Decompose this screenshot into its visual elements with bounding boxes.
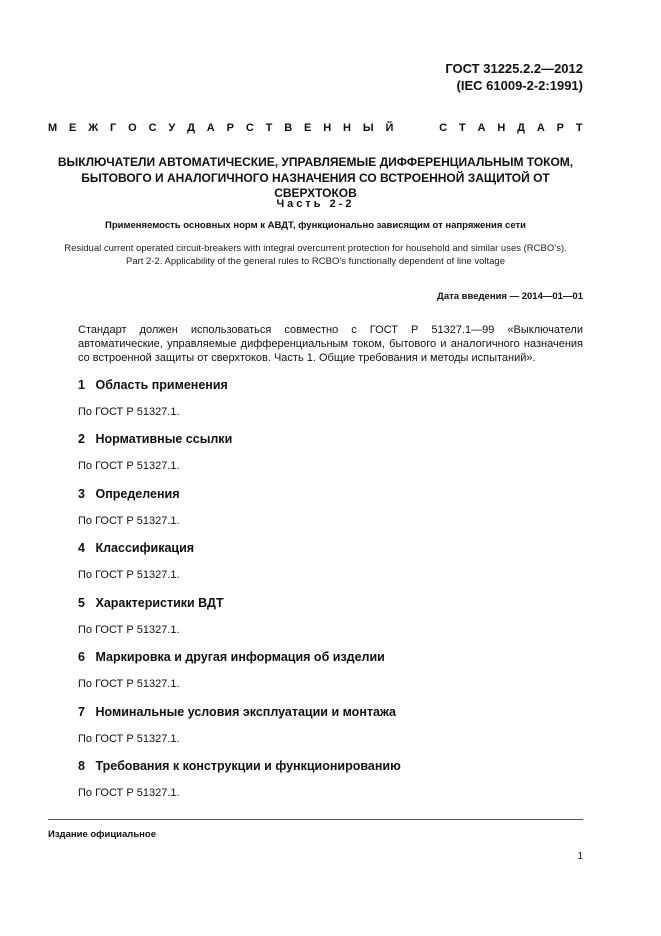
banner-letter: Н bbox=[497, 122, 506, 134]
section-heading bbox=[78, 759, 401, 773]
section-title: Классификация bbox=[95, 541, 195, 555]
section-heading bbox=[78, 378, 228, 392]
banner-letter: Т bbox=[458, 122, 466, 134]
banner-letter: Г bbox=[110, 122, 117, 134]
section-body: По ГОСТ Р 51327.1. bbox=[78, 515, 180, 527]
section-body: По ГОСТ Р 51327.1. bbox=[78, 733, 180, 745]
section-heading bbox=[78, 705, 396, 719]
section-title: Требования к конструкции и функционированию bbox=[95, 759, 401, 773]
iec-number: (IEC 61009-2-2:1991) bbox=[456, 78, 583, 93]
banner-letter: Е bbox=[304, 122, 312, 134]
section-heading bbox=[78, 541, 194, 555]
section-body: По ГОСТ Р 51327.1. bbox=[78, 460, 180, 472]
section-title: Определения bbox=[95, 487, 180, 501]
footer-rule bbox=[48, 819, 583, 820]
section-heading bbox=[78, 596, 224, 610]
banner-letter: С bbox=[439, 122, 448, 134]
banner-letter: А bbox=[536, 122, 545, 134]
section-number: 8 bbox=[78, 759, 85, 773]
banner-letter: Й bbox=[385, 122, 394, 134]
section-heading bbox=[78, 650, 385, 664]
banner-letter: Ы bbox=[362, 122, 374, 134]
document-identifier bbox=[445, 60, 583, 94]
banner-letter: Е bbox=[69, 122, 77, 134]
banner-letter: Н bbox=[323, 122, 332, 134]
banner-letter: Н bbox=[343, 122, 351, 134]
section-heading bbox=[78, 487, 180, 501]
english-title bbox=[48, 242, 583, 268]
title-line-1: ВЫКЛЮЧАТЕЛИ АВТОМАТИЧЕСКИЕ, УПРАВЛЯЕМЫЕ ДИФФЕРЕНЦИАЛЬНЫМ ТОКОМ, bbox=[57, 155, 574, 169]
banner-letter: В bbox=[284, 122, 293, 134]
banner-letter: Т bbox=[265, 122, 273, 134]
section-title: Маркировка и другая информация об изделии bbox=[95, 650, 385, 664]
section-number: 4 bbox=[78, 541, 85, 555]
title-line-2: БЫТОВОГО И АНАЛОГИЧНОГО НАЗНАЧЕНИЯ СО ВСТРОЕННОЙ ЗАЩИТОЙ ОТ СВЕРХТОКОВ bbox=[81, 170, 550, 200]
banner-letter: Д bbox=[187, 122, 195, 134]
banner-letter: С bbox=[148, 122, 157, 134]
banner-letter: А bbox=[477, 122, 486, 134]
banner-letter: Д bbox=[517, 122, 525, 134]
intro-paragraph bbox=[78, 323, 583, 365]
document-subtitle: Применяемость основных норм к АВДТ, функционально зависящим от напряжения сети bbox=[105, 220, 526, 231]
section-body: По ГОСТ Р 51327.1. bbox=[78, 678, 180, 690]
section-body: По ГОСТ Р 51327.1. bbox=[78, 569, 180, 581]
document-title bbox=[48, 155, 583, 202]
introduction-date: Дата введения — 2014—01—01 bbox=[437, 291, 583, 302]
section-title: Область применения bbox=[95, 378, 228, 392]
section-title: Характеристики ВДТ bbox=[95, 596, 224, 610]
intro-paragraph-text: Стандарт должен использоваться совместно с ГОСТ Р 51327.1—99 «Выключатели автоматические, управляемые дифференциальным током, бытового и аналогичного назначения со встроенной защиты от сверхтоков. Часть 1. Общие требования и методы испытаний». bbox=[78, 324, 583, 364]
section-number: 5 bbox=[78, 596, 85, 610]
gost-number: ГОСТ 31225.2.2—2012 bbox=[445, 61, 583, 76]
banner-letter: С bbox=[245, 122, 254, 134]
section-number: 1 bbox=[78, 378, 85, 392]
english-title-line-1: Residual current operated circuit-breakers with integral overcurrent protection for household and similar uses (RCBO’s). bbox=[64, 243, 567, 254]
section-body: По ГОСТ Р 51327.1. bbox=[78, 624, 180, 636]
section-number: 6 bbox=[78, 650, 85, 664]
banner-word-gap bbox=[405, 121, 427, 135]
section-title: Нормативные ссылки bbox=[95, 432, 233, 446]
section-number: 3 bbox=[78, 487, 85, 501]
banner-letter: Т bbox=[575, 122, 583, 134]
banner-letter: Р bbox=[226, 122, 234, 134]
page-number: 1 bbox=[577, 851, 583, 862]
section-body: По ГОСТ Р 51327.1. bbox=[78, 787, 180, 799]
standard-banner bbox=[48, 121, 583, 135]
section-number: 7 bbox=[78, 705, 85, 719]
banner-letter: У bbox=[168, 122, 176, 134]
section-number: 2 bbox=[78, 432, 85, 446]
banner-letter: Ж bbox=[88, 122, 99, 134]
part-label: Часть 2-2 bbox=[276, 198, 355, 210]
banner-letter: А bbox=[206, 122, 215, 134]
banner-letter: М bbox=[48, 122, 58, 134]
edition-label: Издание официальное bbox=[48, 829, 156, 840]
section-heading bbox=[78, 432, 232, 446]
section-title: Номинальные условия эксплуатации и монтажа bbox=[95, 705, 396, 719]
english-title-line-2: Part 2-2. Applicability of the general rules to RCBO’s functionally dependent of line voltage bbox=[126, 256, 505, 267]
banner-letter: Р bbox=[556, 122, 565, 134]
banner-letter: О bbox=[128, 122, 137, 134]
section-body: По ГОСТ Р 51327.1. bbox=[78, 406, 180, 418]
